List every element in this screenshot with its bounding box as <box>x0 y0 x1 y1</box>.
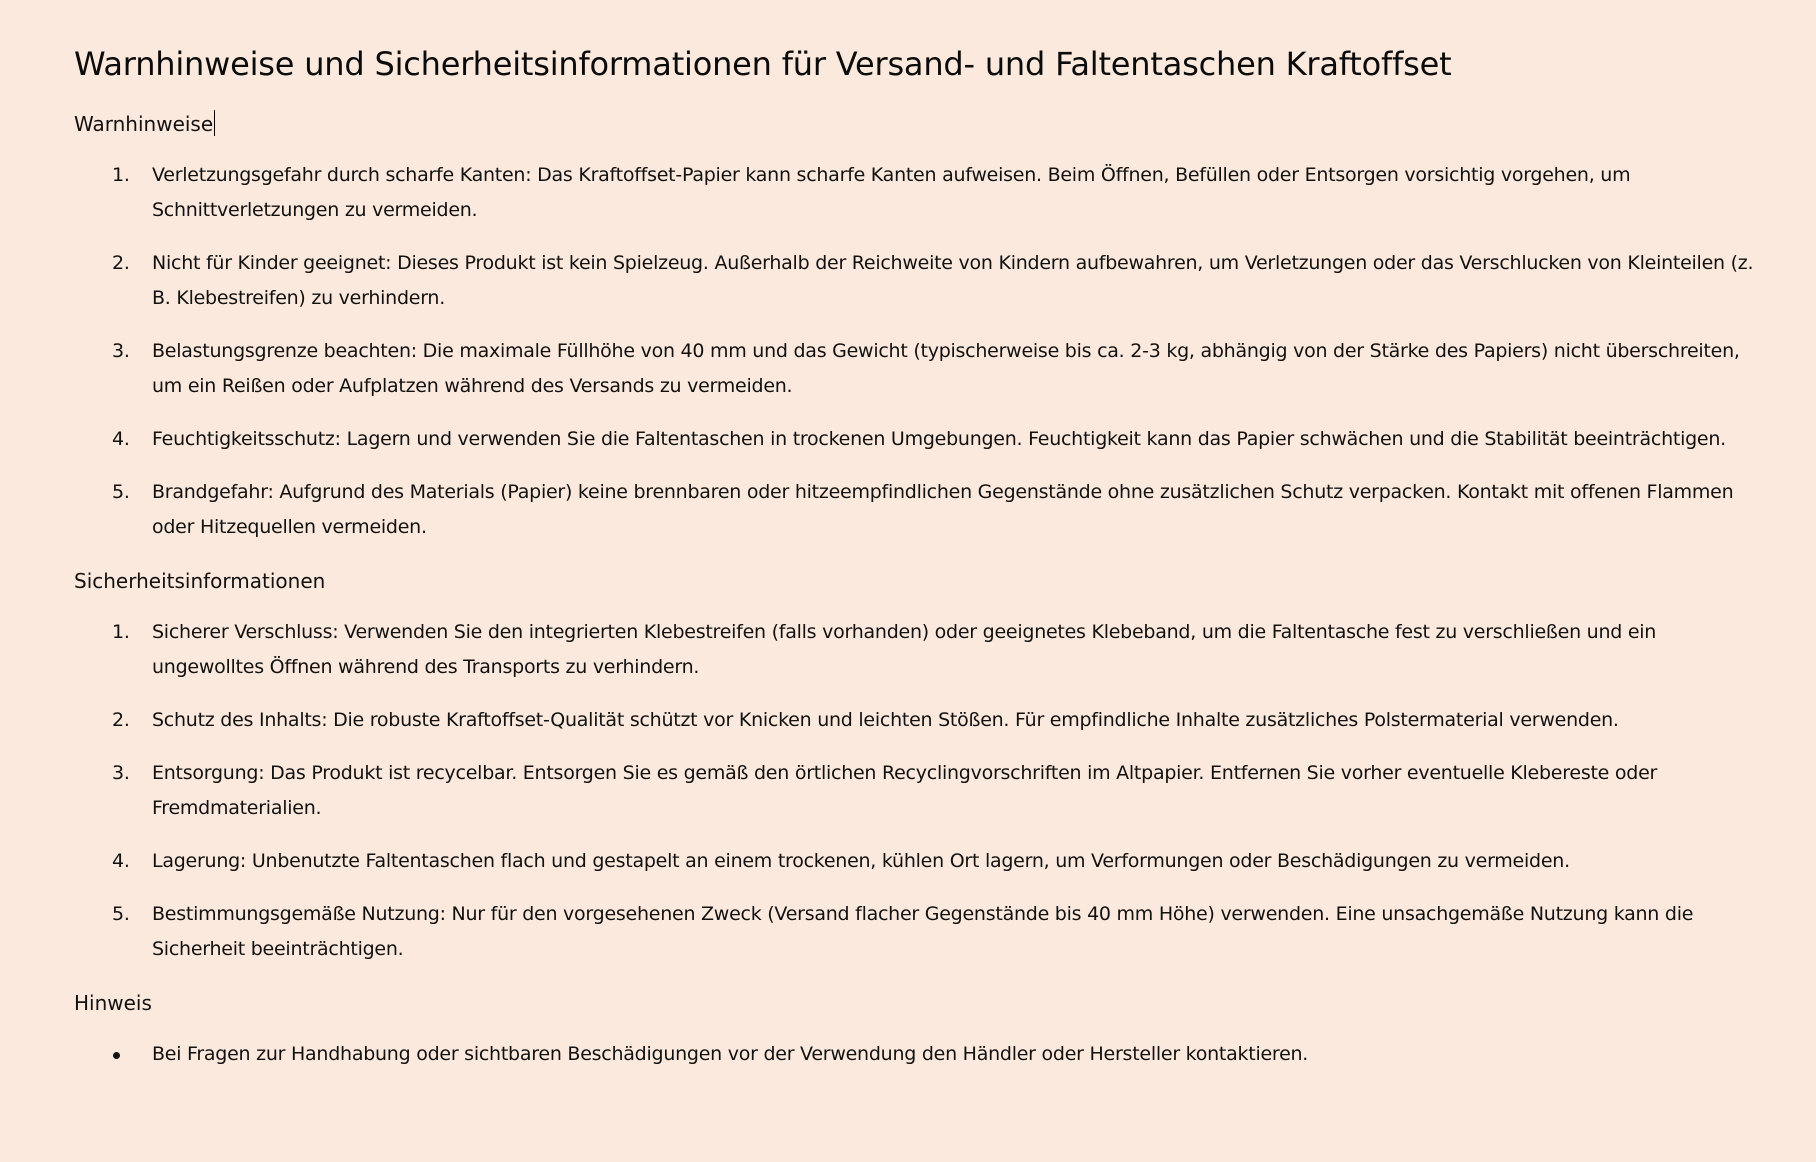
list-item-text: Bestimmungsgemäße Nutzung: Nur für den vorgesehenen Zweck (Versand flacher Gegenstände bis 40 mm Höhe) verwenden. Eine unsachgemäße Nutzung kann die Sicherheit beeinträchtigen. <box>152 903 1694 960</box>
list-item <box>74 475 1756 545</box>
bullet-icon <box>113 1052 120 1059</box>
section-heading-hinweis: Hinweis <box>74 991 152 1015</box>
list-number: 1. <box>112 621 130 643</box>
list-number: 3. <box>112 762 130 784</box>
sicherheitsinformationen-list <box>74 615 1756 967</box>
list-item <box>74 158 1756 228</box>
section-heading-sicherheitsinformationen: Sicherheitsinformationen <box>74 569 326 593</box>
text-cursor <box>214 110 215 136</box>
list-item-text: Entsorgung: Das Produkt ist recycelbar. Entsorgen Sie es gemäß den örtlichen Recyclingvorschriften im Altpapier. Entfernen Sie vorher eventuelle Klebereste oder Fremdmaterialien. <box>152 762 1658 819</box>
list-number: 5. <box>112 903 130 925</box>
list-item-text: Brandgefahr: Aufgrund des Materials (Papier) keine brennbaren oder hitzeempfindlichen Gegenstände ohne zusätzlichen Schutz verpacken. Kontakt mit offenen Flammen oder Hitzequellen vermeiden. <box>152 481 1734 538</box>
list-item <box>74 1037 1756 1072</box>
section-heading-warnhinweise[interactable] <box>74 110 1756 138</box>
list-item <box>74 334 1756 404</box>
list-item <box>74 703 1756 738</box>
list-item <box>74 897 1756 967</box>
hinweis-list <box>74 1037 1756 1072</box>
list-item-text: Schutz des Inhalts: Die robuste Kraftoffset-Qualität schützt vor Knicken und leichten Stößen. Für empfindliche Inhalte zusätzliches Polstermaterial verwenden. <box>152 709 1619 731</box>
list-item-text: Feuchtigkeitsschutz: Lagern und verwenden Sie die Faltentaschen in trockenen Umgebungen. Feuchtigkeit kann das Papier schwächen und die Stabilität beeinträchtigen. <box>152 428 1726 450</box>
list-item <box>74 615 1756 685</box>
list-number: 2. <box>112 252 130 274</box>
list-item-text: Sicherer Verschluss: Verwenden Sie den integrierten Klebestreifen (falls vorhanden) oder geeignetes Klebeband, um die Faltentasche fest zu verschließen und ein ungewolltes Öffnen während des Transports zu verhindern. <box>152 621 1657 678</box>
list-item-text: Lagerung: Unbenutzte Faltentaschen flach und gestapelt an einem trockenen, kühlen Ort lagern, um Verformungen oder Beschädigungen zu vermeiden. <box>152 850 1570 872</box>
document-title: Warnhinweise und Sicherheitsinformationen für Versand- und Faltentaschen Kraftoffset <box>74 45 1452 83</box>
list-item <box>74 844 1756 879</box>
list-number: 2. <box>112 709 130 731</box>
list-number: 1. <box>112 164 130 186</box>
list-item-text: Belastungsgrenze beachten: Die maximale Füllhöhe von 40 mm und das Gewicht (typischerweise bis ca. 2-3 kg, abhängig von der Stärke des Papiers) nicht überschreiten, um ein Reißen oder Aufplatzen während des Versands zu vermeiden. <box>152 340 1740 397</box>
list-number: 5. <box>112 481 130 503</box>
list-number: 3. <box>112 340 130 362</box>
list-item-text: Verletzungsgefahr durch scharfe Kanten: Das Kraftoffset-Papier kann scharfe Kanten aufweisen. Beim Öffnen, Befüllen oder Entsorgen vorsichtig vorgehen, um Schnittverletzungen zu vermeiden. <box>152 164 1631 221</box>
list-item-text: Bei Fragen zur Handhabung oder sichtbaren Beschädigungen vor der Verwendung den Händler oder Hersteller kontaktieren. <box>152 1043 1309 1065</box>
list-number: 4. <box>112 428 130 450</box>
list-item <box>74 756 1756 826</box>
section-heading-text: Warnhinweise <box>74 112 214 136</box>
list-number: 4. <box>112 850 130 872</box>
list-item-text: Nicht für Kinder geeignet: Dieses Produkt ist kein Spielzeug. Außerhalb der Reichweite von Kindern aufbewahren, um Verletzungen oder das Verschlucken von Kleinteilen (z. B. Klebestreifen) zu verhindern. <box>152 252 1754 309</box>
list-item <box>74 246 1756 316</box>
warnhinweise-list <box>74 158 1756 545</box>
list-item <box>74 422 1756 457</box>
